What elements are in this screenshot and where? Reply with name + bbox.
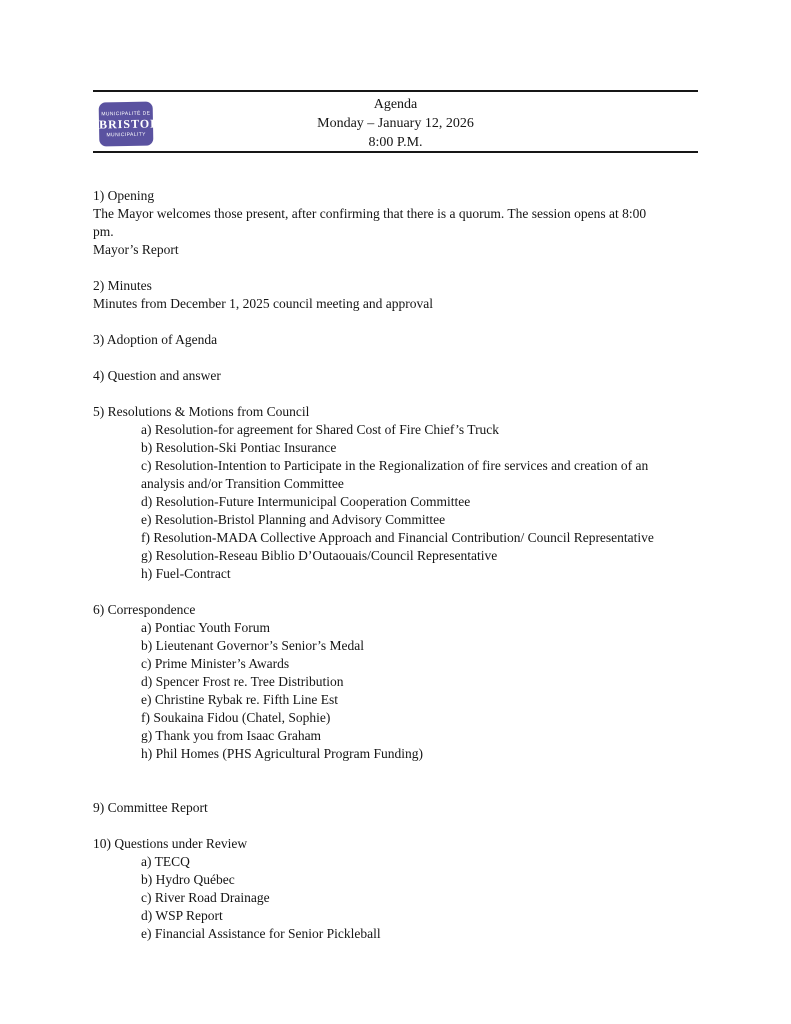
sub-item-line: e) Christine Rybak re. Fifth Line Est [141,692,339,707]
sub-item-line: f) Soukaina Fidou (Chatel, Sophie) [141,710,331,725]
sub-item-line: e) Resolution-Bristol Planning and Advisory Committee [141,512,446,527]
sub-item-line: d) Spencer Frost re. Tree Distribution [141,674,344,689]
sub-item-line: a) TECQ [141,854,190,869]
sub-item-line: d) WSP Report [141,908,223,923]
agenda-sections [93,187,698,943]
sub-item-line: d) Resolution-Future Intermunicipal Cooperation Committee [141,494,471,509]
sub-item-line: b) Hydro Québec [141,872,235,887]
agenda-sub-item [141,439,698,457]
logo-name-text: BRISTOL [98,115,160,131]
agenda-sub-item [141,889,698,907]
agenda-sub-item [141,619,698,637]
section-text-line: Mayor’s Report [93,242,179,257]
section-heading: 3) Adoption of Agenda [93,332,218,347]
section-heading: 6) Correspondence [93,602,196,617]
agenda-sub-item [141,871,698,889]
sub-item-line: a) Resolution-for agreement for Shared Cost of Fire Chief’s Truck [141,422,500,437]
agenda-sub-item [141,565,698,583]
sub-item-line: g) Thank you from Isaac Graham [141,728,322,743]
agenda-section [93,367,698,385]
agenda-sub-item [141,511,698,529]
sub-item-line: c) Prime Minister’s Awards [141,656,290,671]
agenda-section [93,187,698,259]
section-heading: 2) Minutes [93,278,152,293]
sub-item-line: g) Resolution-Reseau Biblio D’Outaouais/Council Representative [141,548,498,563]
agenda-section [93,601,698,763]
agenda-section [93,277,698,313]
agenda-sub-item [141,421,698,439]
sub-item-line: b) Resolution-Ski Pontiac Insurance [141,440,337,455]
agenda-section [93,331,698,349]
sub-item-line: e) Financial Assistance for Senior Pickleball [141,926,381,941]
agenda-sub-item [141,727,698,745]
agenda-sub-item [141,547,698,565]
section-heading: 1) Opening [93,188,155,203]
sub-item-line: f) Resolution-MADA Collective Approach and Financial Contribution/ Council Representative [141,530,654,545]
agenda-sub-item [141,691,698,709]
section-heading: 9) Committee Report [93,800,208,815]
agenda-sub-item [141,925,698,943]
sub-item-line: analysis and/or Transition Committee [141,476,344,491]
agenda-sub-item [141,493,698,511]
document-date: Monday – January 12, 2026 [317,116,474,131]
section-heading: 10) Questions under Review [93,836,248,851]
logo-top-text: MUNICIPALITÉ DE [101,110,151,117]
header-title-block [93,95,698,152]
agenda-sub-item [141,907,698,925]
logo-bottom-text: MUNICIPALITY [106,131,146,138]
document-title: Agenda [373,97,418,112]
agenda-sub-item [141,637,698,655]
agenda-sub-item [141,853,698,871]
agenda-sub-item [141,655,698,673]
section-text-line: pm. [93,224,114,239]
agenda-sub-item [141,745,698,763]
agenda-sub-item [141,457,698,493]
agenda-sub-item [141,673,698,691]
section-text-line: Minutes from December 1, 2025 council meeting and approval [93,296,434,311]
agenda-sub-item [141,529,698,547]
agenda-section [93,835,698,943]
section-heading: 5) Resolutions & Motions from Council [93,404,310,419]
sub-item-line: a) Pontiac Youth Forum [141,620,271,635]
sub-item-line: c) Resolution-Intention to Participate in the Regionalization of fire services and creation of an [141,458,649,473]
sub-item-line: b) Lieutenant Governor’s Senior’s Medal [141,638,364,653]
section-heading: 4) Question and answer [93,368,221,383]
sub-item-line: c) River Road Drainage [141,890,270,905]
document-header [93,90,698,153]
sub-item-line: h) Phil Homes (PHS Agricultural Program Funding) [141,746,423,761]
document-time: 8:00 P.M. [368,135,423,150]
section-text-line: The Mayor welcomes those present, after confirming that there is a quorum. The session opens at 8:00 [93,206,647,221]
agenda-sub-item [141,709,698,727]
agenda-section [93,799,698,817]
agenda-section [93,403,698,583]
document-content [93,90,698,943]
sub-item-line: h) Fuel-Contract [141,566,231,581]
